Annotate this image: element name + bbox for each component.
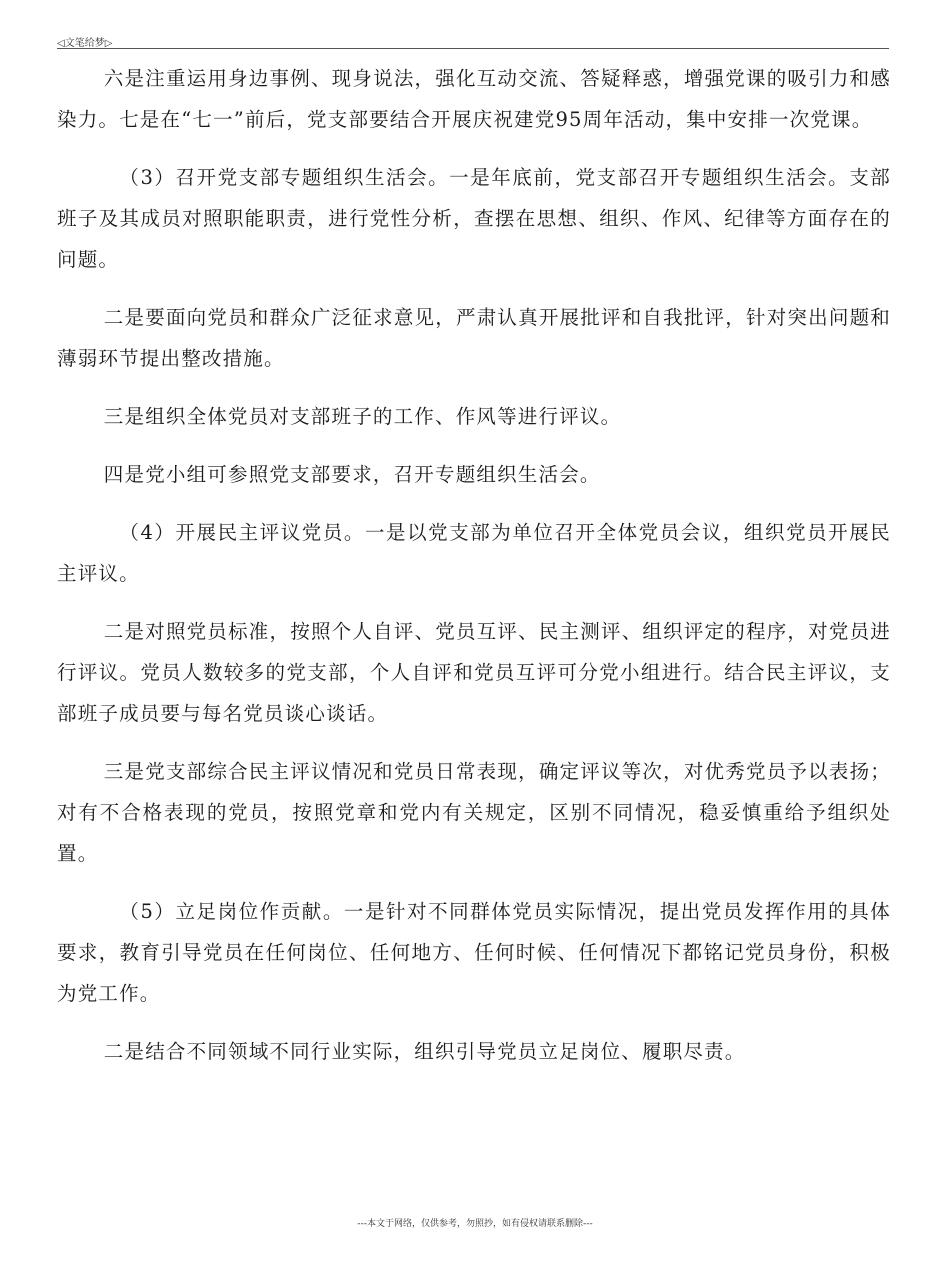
section-heading-paragraph: （5）立足岗位作贡献。一是针对不同群体党员实际情况，提出党员发挥作用的具体要求，教育引导党员在任何岗位、任何地方、任何时候、任何情况下都铭记党员身份，积极为党工作。 <box>57 900 891 1005</box>
section-heading-paragraph: （3）召开党支部专题组织生活会。一是年底前，党支部召开专题组织生活会。支部班子及其成员对照职能职责，进行党性分析，查摆在思想、组织、作风、纪律等方面存在的问题。 <box>57 166 891 271</box>
page-header: ◁文笔给梦▷ <box>57 38 113 49</box>
paragraph: 四是党小组可参照党支部要求，召开专题组织生活会。 <box>103 463 601 486</box>
page-footer: ---本文于网络，仅供参考，勿照抄，如有侵权请联系删除--- <box>357 1219 593 1229</box>
header-divider <box>57 48 889 49</box>
paragraph: 三是组织全体党员对支部班子的工作、作风等进行评议。 <box>103 405 622 428</box>
document-body <box>57 58 891 1072</box>
paragraph: 二是结合不同领域不同行业实际，组织引导党员立足岗位、履职尽责。 <box>103 1040 746 1063</box>
section-heading-paragraph: （4）开展民主评议党员。一是以党支部为单位召开全体党员会议，组织党员开展民主评议。 <box>57 521 891 585</box>
paragraph: 三是党支部综合民主评议情况和党员日常表现，确定评议等次，对优秀党员予以表扬；对有不合格表现的党员，按照党章和党内有关规定，区别不同情况，稳妥慎重给予组织处置。 <box>57 760 891 865</box>
paragraph: 六是注重运用身边事例、现身说法，强化互动交流、答疑释惑，增强党课的吸引力和感染力。七是在“七一”前后，党支部要结合开展庆祝建党95周年活动，集中安排一次党课。 <box>57 67 891 131</box>
paragraph: 二是要面向党员和群众广泛征求意见，严肃认真开展批评和自我批评，针对突出问题和薄弱环节提出整改措施。 <box>57 306 891 370</box>
paragraph: 二是对照党员标准，按照个人自评、党员互评、民主测评、组织评定的程序，对党员进行评议。党员人数较多的党支部，个人自评和党员互评可分党小组进行。结合民主评议，支部班子成员要与每名党员谈心谈话。 <box>57 620 891 725</box>
